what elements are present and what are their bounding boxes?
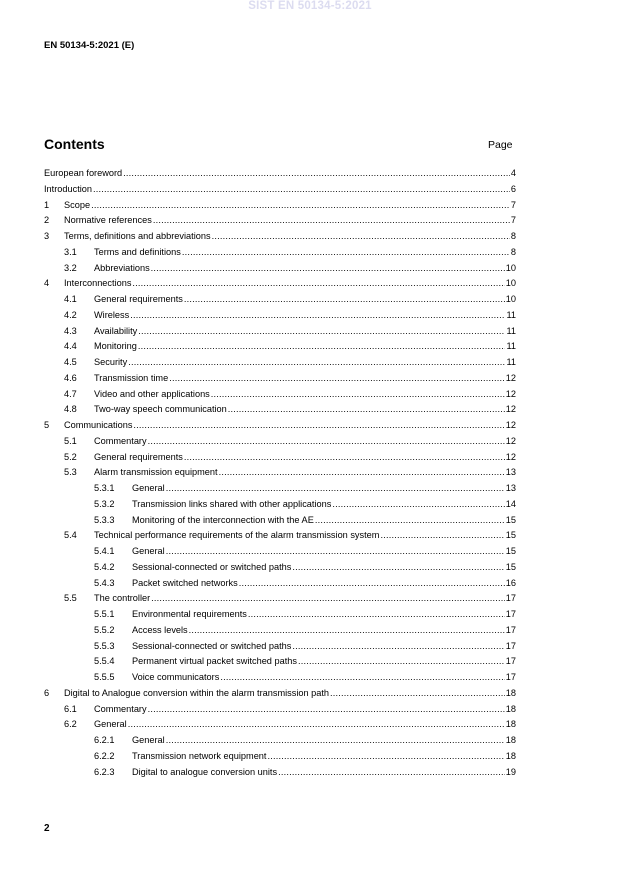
toc-entry-title: Access levels	[132, 624, 188, 635]
toc-entry[interactable]	[44, 261, 516, 277]
toc-entry-title: Terms, definitions and abbreviations	[64, 231, 211, 241]
toc-entry-number: 6.2.1	[94, 735, 115, 745]
watermark: SIST EN 50134-5:2021	[248, 0, 372, 12]
toc-entry-number: 5.5.4	[94, 656, 115, 667]
toc-entry[interactable]	[44, 591, 516, 607]
toc-entry[interactable]	[44, 418, 516, 434]
dot-leader	[184, 292, 505, 308]
toc-entry[interactable]	[44, 292, 516, 308]
toc-entry[interactable]	[44, 670, 516, 686]
toc-entry[interactable]	[44, 654, 516, 670]
dot-leader	[151, 261, 505, 277]
toc-entry[interactable]	[44, 450, 516, 466]
toc-entry-page: 12	[505, 372, 516, 383]
dot-leader	[239, 576, 505, 592]
dot-leader	[132, 276, 504, 292]
dot-leader	[315, 513, 505, 529]
dot-leader	[123, 166, 510, 182]
toc-entry-page: 18	[505, 719, 516, 730]
dot-leader	[330, 686, 505, 702]
dot-leader	[332, 497, 504, 513]
toc-entry-title: Alarm transmission equipment	[94, 467, 218, 478]
toc-entry-title: Communications	[64, 420, 133, 430]
toc-entry-page: 18	[505, 703, 516, 714]
toc-entry-number: 5	[44, 420, 50, 430]
toc-entry-title: Security	[94, 357, 128, 367]
toc-entry-page: 12	[505, 420, 516, 430]
toc-entry-number: 5.4.3	[94, 577, 115, 588]
dot-leader	[380, 528, 504, 544]
toc-entry-number: 4	[44, 278, 50, 289]
dot-leader	[93, 182, 510, 198]
toc-entry-number: 3	[44, 231, 50, 241]
dot-leader	[182, 245, 510, 261]
toc-entry-title: Monitoring	[94, 341, 137, 352]
toc-entry[interactable]	[44, 528, 516, 544]
toc-entry-page: 11	[506, 357, 516, 367]
toc-entry-page: 11	[506, 309, 516, 320]
toc-entry[interactable]	[44, 387, 516, 403]
toc-entry-page: 17	[505, 672, 516, 682]
toc-entry-number: 4.4	[64, 341, 77, 352]
toc-entry[interactable]	[44, 544, 516, 560]
toc-entry-page: 17	[505, 593, 516, 604]
dot-leader	[128, 355, 505, 371]
toc-entry[interactable]	[44, 607, 516, 623]
toc-entry-number: 4.2	[64, 309, 77, 320]
toc-entry-title: Digital to Analogue conversion within the alarm transmission path	[64, 687, 330, 698]
toc-entry-page: 15	[505, 514, 516, 525]
toc-entry-title: General	[132, 735, 165, 745]
toc-entry[interactable]	[44, 717, 516, 733]
toc-entry-page: 17	[505, 640, 516, 651]
toc-entry-title: General requirements	[94, 294, 183, 304]
dot-leader	[151, 591, 505, 607]
toc-entry-title: General requirements	[94, 451, 183, 462]
toc-entry[interactable]	[44, 198, 516, 214]
toc-entry-page: 15	[505, 530, 516, 541]
toc-entry[interactable]	[44, 371, 516, 387]
toc-entry-page: 17	[505, 624, 516, 635]
toc-entry-number: 1	[44, 199, 50, 210]
toc-entry-number: 5.5.5	[94, 672, 115, 682]
toc-entry[interactable]	[44, 166, 516, 182]
toc-entry-page: 15	[505, 561, 516, 572]
toc-entry-number: 5.4	[64, 530, 77, 541]
toc-entry-number: 4.6	[64, 372, 77, 383]
dot-leader	[211, 387, 505, 403]
toc-entry-number: 4.1	[64, 294, 77, 304]
toc-entry[interactable]	[44, 639, 516, 655]
dot-leader	[189, 623, 505, 639]
dot-leader	[128, 717, 505, 733]
toc-entry-number: 5.1	[64, 435, 77, 446]
dot-leader	[298, 654, 505, 670]
toc-entry[interactable]	[44, 434, 516, 450]
dot-leader	[148, 434, 505, 450]
toc-entry-number: 5.5	[64, 593, 77, 604]
toc-entry-title: Technical performance requirements of the alarm transmission system	[94, 530, 380, 541]
toc-entry-number: 4.3	[64, 325, 77, 336]
document-id: EN 50134-5:2021 (E)	[44, 40, 135, 51]
toc-entry-number: 4.5	[64, 357, 77, 367]
toc-entry-title: The controller	[94, 593, 151, 604]
toc-entry[interactable]	[44, 497, 516, 513]
toc-entry-title: Abbreviations	[94, 262, 150, 273]
toc-entry-title: General	[132, 546, 165, 556]
page-number: 2	[44, 823, 50, 834]
toc-entry-page: 17	[505, 609, 516, 619]
toc-entry-title: Sessional-connected or switched paths	[132, 561, 292, 572]
contents-title: Contents	[44, 136, 105, 152]
toc-entry[interactable]	[44, 733, 516, 749]
toc-entry-title: Monitoring of the interconnection with the AE	[132, 514, 314, 525]
dot-leader	[219, 465, 505, 481]
toc-entry-title: Introduction	[44, 183, 93, 194]
toc-entry[interactable]	[44, 765, 516, 781]
toc-entry-page: 12	[505, 404, 516, 415]
toc-entry-page: 8	[510, 231, 516, 241]
toc-entry-title: Packet switched networks	[132, 577, 238, 588]
toc-entry-title: Voice communicators	[132, 672, 220, 682]
toc-entry[interactable]	[44, 324, 516, 340]
dot-leader	[212, 229, 510, 245]
toc-entry-number: 4.8	[64, 404, 77, 415]
toc-entry-page: 4	[510, 168, 516, 178]
toc-entry-title: Terms and definitions	[94, 246, 181, 257]
toc-entry-title: Transmission time	[94, 372, 169, 383]
toc-entry-number: 5.3.2	[94, 498, 115, 509]
toc-entry-title: Environmental requirements	[132, 609, 247, 619]
toc-entry[interactable]	[44, 245, 516, 261]
toc-entry[interactable]	[44, 702, 516, 718]
dot-leader	[130, 308, 505, 324]
toc-entry-number: 6.2.3	[94, 766, 115, 777]
toc-entry-page: 16	[505, 577, 516, 588]
dot-leader	[228, 402, 505, 418]
dot-leader	[267, 749, 504, 765]
dot-leader	[292, 560, 504, 576]
toc-entry[interactable]	[44, 560, 516, 576]
toc-entry-title: Commentary	[94, 435, 147, 446]
dot-leader	[169, 371, 505, 387]
toc-entry[interactable]	[44, 276, 516, 292]
toc-entry-page: 13	[505, 483, 516, 493]
toc-entry-title: Wireless	[94, 309, 130, 320]
toc-entry-number: 5.2	[64, 451, 77, 462]
toc-entry-title: Normative references	[64, 215, 152, 226]
toc-entry-page: 19	[505, 766, 516, 777]
toc-entry-page: 10	[505, 278, 516, 289]
dot-leader	[138, 339, 506, 355]
toc-entry[interactable]	[44, 355, 516, 371]
toc-entry[interactable]	[44, 402, 516, 418]
dot-leader	[166, 544, 505, 560]
toc-entry[interactable]	[44, 749, 516, 765]
dot-leader	[184, 450, 505, 466]
toc-entry-title: General	[132, 483, 165, 493]
toc-entry[interactable]	[44, 686, 516, 702]
toc-entry-page: 10	[505, 262, 516, 273]
toc-entry-title: General	[94, 719, 127, 730]
toc-entry-title: Commentary	[94, 703, 147, 714]
toc-entry-page: 17	[505, 656, 516, 667]
page-column-label: Page	[488, 139, 513, 151]
toc-entry-page: 18	[505, 735, 516, 745]
toc-entry-page: 11	[506, 341, 516, 352]
dot-leader	[133, 418, 504, 434]
toc-entry-title: Interconnections	[64, 278, 132, 289]
toc-entry-title: Transmission network equipment	[132, 750, 267, 761]
toc-entry[interactable]	[44, 481, 516, 497]
toc-entry-number: 5.5.2	[94, 624, 115, 635]
toc-entry-page: 12	[505, 451, 516, 462]
toc-entry-number: 6.2.2	[94, 750, 115, 761]
toc-entry[interactable]	[44, 182, 516, 198]
toc-entry-page: 6	[510, 183, 516, 194]
toc-entry-number: 5.5.3	[94, 640, 115, 651]
toc-entry-number: 5.3.1	[94, 483, 115, 493]
toc-entry-page: 12	[505, 388, 516, 399]
toc-entry-number: 3.1	[64, 246, 77, 257]
toc-entry-number: 5.3	[64, 467, 77, 478]
toc-entry-title: Digital to analogue conversion units	[132, 766, 278, 777]
toc-entry-title: Transmission links shared with other applications	[132, 498, 332, 509]
toc-entry-page: 14	[505, 498, 516, 509]
toc-entry-page: 13	[505, 467, 516, 478]
toc-entry-page: 8	[510, 246, 516, 257]
toc-entry[interactable]	[44, 308, 516, 324]
toc-entry-page: 7	[510, 215, 516, 226]
toc-entry-number: 6	[44, 687, 50, 698]
toc-entry-number: 4.7	[64, 388, 77, 399]
table-of-contents	[44, 166, 516, 780]
toc-entry-title: Sessional-connected or switched paths	[132, 640, 292, 651]
toc-entry-page: 11	[506, 325, 516, 336]
toc-entry-title: Availability	[94, 325, 138, 336]
toc-entry-number: 5.3.3	[94, 514, 115, 525]
toc-entry-number: 5.4.2	[94, 561, 115, 572]
toc-entry[interactable]	[44, 513, 516, 529]
dot-leader	[220, 670, 504, 686]
toc-entry-page: 7	[510, 199, 516, 210]
toc-entry-title: Video and other applications	[94, 388, 210, 399]
toc-entry-number: 6.2	[64, 719, 77, 730]
toc-entry-number: 2	[44, 215, 50, 226]
toc-entry[interactable]	[44, 339, 516, 355]
toc-entry-title: Permanent virtual packet switched paths	[132, 656, 297, 667]
toc-entry-page: 18	[505, 687, 516, 698]
toc-entry[interactable]	[44, 623, 516, 639]
toc-entry-title: European foreword	[44, 168, 123, 178]
toc-entry[interactable]	[44, 465, 516, 481]
dot-leader	[166, 481, 505, 497]
toc-entry[interactable]	[44, 576, 516, 592]
dot-leader	[278, 765, 505, 781]
toc-entry-title: Scope	[64, 199, 91, 210]
toc-entry-page: 18	[505, 750, 516, 761]
dot-leader	[138, 324, 505, 340]
toc-entry-page: 10	[505, 294, 516, 304]
toc-entry-number: 3.2	[64, 262, 77, 273]
toc-entry-number: 5.5.1	[94, 609, 115, 619]
dot-leader	[91, 198, 510, 214]
dot-leader	[153, 213, 510, 229]
dot-leader	[292, 639, 504, 655]
toc-entry-page: 12	[505, 435, 516, 446]
toc-entry[interactable]	[44, 213, 516, 229]
toc-entry-number: 6.1	[64, 703, 77, 714]
toc-entry-page: 15	[505, 546, 516, 556]
toc-entry-number: 5.4.1	[94, 546, 115, 556]
toc-entry-title: Two-way speech communication	[94, 404, 227, 415]
toc-entry[interactable]	[44, 229, 516, 245]
dot-leader	[248, 607, 505, 623]
dot-leader	[166, 733, 505, 749]
dot-leader	[148, 702, 505, 718]
